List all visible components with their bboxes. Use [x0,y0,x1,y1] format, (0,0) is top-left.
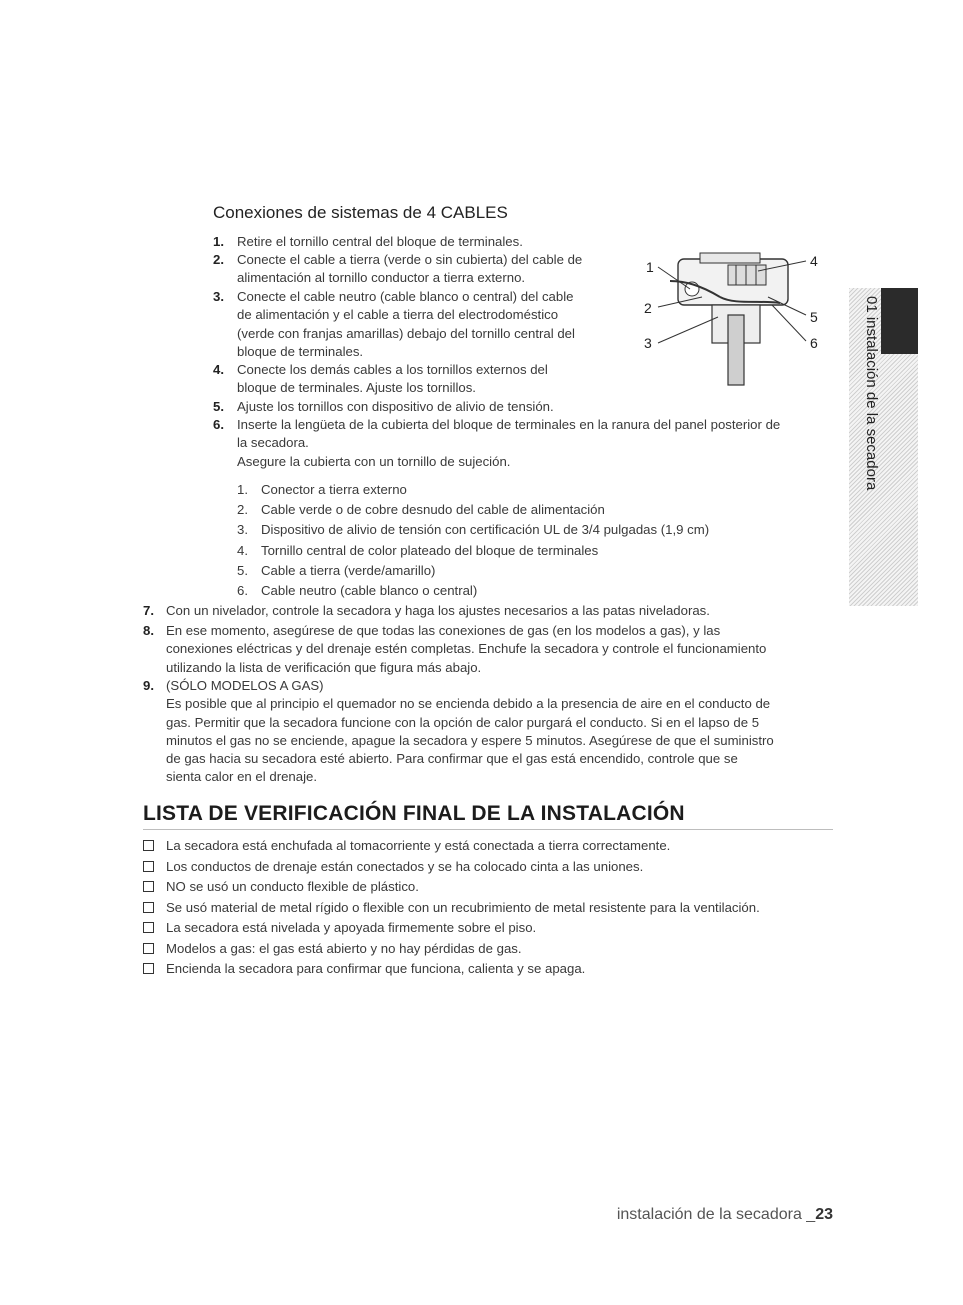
step-text-line: conexiones eléctricas y del drenaje estén completas. Enchufe la secadora y controle el funcionamiento [166,641,767,657]
step-text-line: Conecte los demás cables a los tornillos externos del [237,362,548,377]
legend-text: Conector a tierra externo [261,482,407,497]
checklist-text: Los conductos de drenaje están conectados y se ha colocado cinta a las uniones. [166,858,644,874]
page-number: 23 [815,1206,833,1223]
checklist-text: NO se usó un conducto flexible de plástico. [166,879,419,894]
legend-item [237,582,477,600]
side-chapter-tab [849,288,918,606]
step-text-line: la secadora. [237,435,309,451]
legend-item [237,521,709,539]
step-text-line: sienta calor en el drenaje. [166,769,318,785]
checklist-item [143,960,585,978]
step-number: 4. [213,362,224,377]
checklist-text: Encienda la secadora para confirmar que funciona, calienta y se apaga. [166,961,586,976]
terminal-block-diagram [640,245,830,390]
step-text-line: alimentación al tornillo conductor a tierra externo. [237,270,526,286]
step-text-line: bloque de terminales. Ajuste los tornillos. [237,380,476,396]
legend-item [237,501,605,519]
step-text: Ajuste los tornillos con dispositivo de alivio de tensión. [237,399,554,414]
step-text-line: En ese momento, asegúrese de que todas las conexiones de gas (en los modelos a gas), y las [166,623,721,638]
legend-number: 2. [237,502,248,518]
diagram-label-6: 6 [810,335,818,351]
step-9 [143,677,774,787]
checkbox-icon [143,840,154,851]
section-title: Conexiones de sistemas de 4 CABLES [213,203,508,222]
footer-text: instalación de la secadora _ [616,1206,816,1223]
legend-text: Cable verde o de cobre desnudo del cable de alimentación [261,502,605,518]
step-1 [213,233,523,251]
diagram-label-1: 1 [646,259,654,275]
diagram-label-5: 5 [810,309,818,325]
step-text-line: Con un nivelador, controle la secadora y haga los ajustes necesarios a las patas niveladoras. [166,603,710,618]
checkbox-icon [143,902,154,913]
legend-text: Dispositivo de alivio de tensión con certificación UL de 3/4 pulgadas (1,9 cm) [261,522,710,538]
step-text-line: de alimentación y el cable a tierra del electrodoméstico [237,307,559,323]
step-6 [213,416,781,471]
step-text-line: minutos el gas no se enciende, apague la secadora y espere 5 minutos. Asegúrese de que el suministro [166,732,774,748]
checklist-text: La secadora está nivelada y apoyada firmemente sobre el piso. [166,920,537,935]
step-number: 2. [213,252,224,267]
step-7 [143,602,710,620]
step-number: 7. [143,603,154,618]
step-text-line: Conecte el cable neutro (cable blanco o central) del cable [237,289,574,304]
legend-number: 3. [237,522,248,538]
checklist-item [143,858,643,876]
step-text-line: de gas hacia su secadora esté abierto. Para confirmar que el gas está encendido, controle que se [166,751,738,767]
legend-item [237,542,598,560]
legend-number: 6. [237,583,248,598]
checklist-text: Se usó material de metal rígido o flexible con un recubrimiento de metal resistente para la ventilación. [166,899,760,915]
step-text: Retire el tornillo central del bloque de terminales. [237,234,523,249]
step-text-line: Inserte la lengüeta de la cubierta del bloque de terminales en la ranura del panel posterior de [237,417,781,432]
legend-number: 1. [237,482,248,497]
terminal-block-illustration [640,245,830,390]
step-number: 1. [213,234,224,249]
step-number: 3. [213,289,224,304]
legend-number: 4. [237,542,248,558]
step-4 [213,361,548,398]
legend-text: Cable a tierra (verde/amarillo) [261,562,436,578]
diagram-label-4: 4 [810,253,818,269]
checklist-item [143,899,760,917]
checkbox-icon [143,881,154,892]
step-text-line: gas. Permitir que la secadora funcione con la opción de calor purgará el conducto. Si en el lapso de 5 [166,714,760,730]
checkbox-icon [143,963,154,974]
step-3 [213,288,575,361]
side-tab-marker [881,288,918,354]
checklist-item [143,878,419,896]
step-number: 5. [213,399,224,414]
step-text-line: bloque de terminales. [237,343,364,359]
step-text-line: Conecte el cable a tierra (verde o sin cubierta) del cable de [237,252,583,267]
step-text-line: utilizando la lista de verificación que figura más abajo. [166,659,482,675]
checkbox-icon [143,861,154,872]
legend-text: Cable neutro (cable blanco o central) [261,583,478,598]
legend-number: 5. [237,562,248,578]
step-5 [213,398,554,416]
checklist-item [143,919,536,937]
legend-item [237,562,435,580]
step-number: 9. [143,678,154,693]
page-footer [617,1206,833,1224]
step-text-line: Asegure la cubierta con un tornillo de sujeción. [237,453,511,469]
step-text-line: (verde con franjas amarillas) debajo del tornillo central del [237,325,575,341]
step-text-line: Es posible que al principio el quemador no se encienda debido a la presencia de aire en el conducto de [166,696,771,712]
checkbox-icon [143,943,154,954]
checklist-item [143,940,522,958]
step-number: 8. [143,623,154,638]
diagram-label-2: 2 [644,300,652,316]
legend-item [237,481,407,499]
side-tab-label: 01 instalación de la secadora [863,296,880,491]
checklist-item [143,837,670,855]
diagram-label-3: 3 [644,335,652,351]
step-text-line: (SÓLO MODELOS A GAS) [166,678,324,693]
step-8 [143,622,767,677]
step-number: 6. [213,417,224,432]
checklist-text: Modelos a gas: el gas está abierto y no hay pérdidas de gas. [166,940,522,956]
checkbox-icon [143,922,154,933]
checklist-heading: LISTA DE VERIFICACIÓN FINAL DE LA INSTALACIÓN [143,802,833,830]
checklist-text: La secadora está enchufada al tomacorriente y está conectada a tierra correctamente. [166,838,671,853]
step-2 [213,251,583,288]
legend-text: Tornillo central de color plateado del bloque de terminales [261,542,599,558]
